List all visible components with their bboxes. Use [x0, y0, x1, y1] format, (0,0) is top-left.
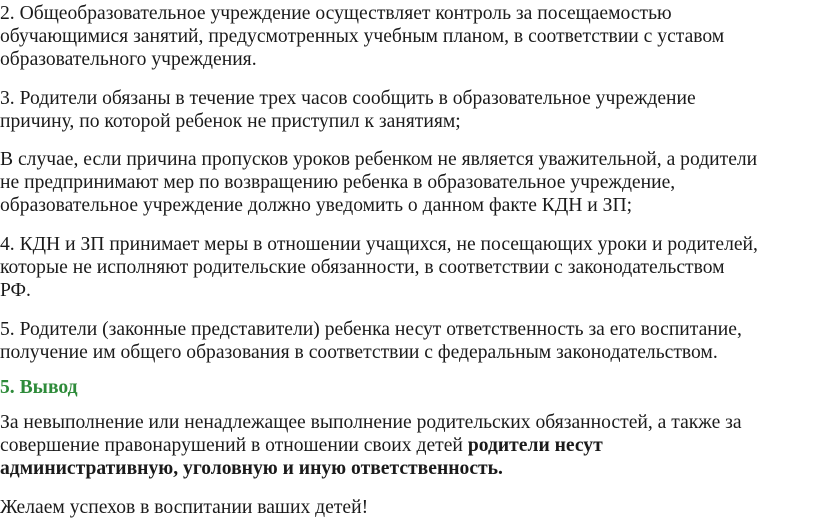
text-line: В случае, если причина пропусков уроков ребенком не является уважительной, а родители: [0, 149, 758, 170]
text-line: обучающимися занятий, предусмотренных учебным планом, в соответствии с уставом: [0, 26, 725, 47]
paragraph-attendance-control: [0, 2, 816, 71]
text-line: РФ.: [0, 280, 31, 301]
text-line: которые не исполняют родительские обязанности, в соответствии с законодательством: [0, 257, 725, 278]
text-line: получение им общего образования в соответствии с федеральным законодательством.: [0, 342, 718, 363]
paragraph-kdn-measures: [0, 233, 816, 302]
text-line: не предпринимают мер по возвращению ребенка в образовательное учреждение,: [0, 172, 676, 193]
text-line: За невыполнение или ненадлежащее выполнение родительских обязанностей, а также за: [0, 412, 742, 433]
closing-line: Желаем успехов в воспитании ваших детей!: [0, 497, 369, 518]
text-normal: совершение правонарушений в отношении своих детей: [0, 435, 468, 456]
text-line: [0, 434, 816, 457]
text-line: 4. КДН и ЗП принимает меры в отношении учащихся, не посещающих уроки и родителей,: [0, 234, 758, 255]
text-line: 2. Общеобразовательное учреждение осуществляет контроль за посещаемостью: [0, 3, 672, 24]
text-line: образовательного учреждения.: [0, 49, 257, 70]
paragraph-parents-notify: [0, 87, 816, 133]
paragraph-absence-case: [0, 148, 816, 217]
text-line: 5. Родители (законные представители) ребенка несут ответственность за его воспитание,: [0, 319, 742, 340]
paragraph-conclusion: [0, 411, 816, 480]
section-heading-conclusion: 5. Вывод: [0, 377, 78, 398]
text-line: причину, по которой ребенок не приступил к занятиям;: [0, 111, 461, 132]
text-line: 3. Родители обязаны в течение трех часов сообщить в образовательное учреждение: [0, 88, 696, 109]
text-line: образовательное учреждение должно уведомить о данном факте КДН и ЗП;: [0, 195, 633, 216]
paragraph-parents-responsibility: [0, 318, 816, 364]
text-emphasis: административную, уголовную и иную ответственность.: [0, 458, 503, 479]
text-emphasis: родители несут: [467, 435, 603, 456]
